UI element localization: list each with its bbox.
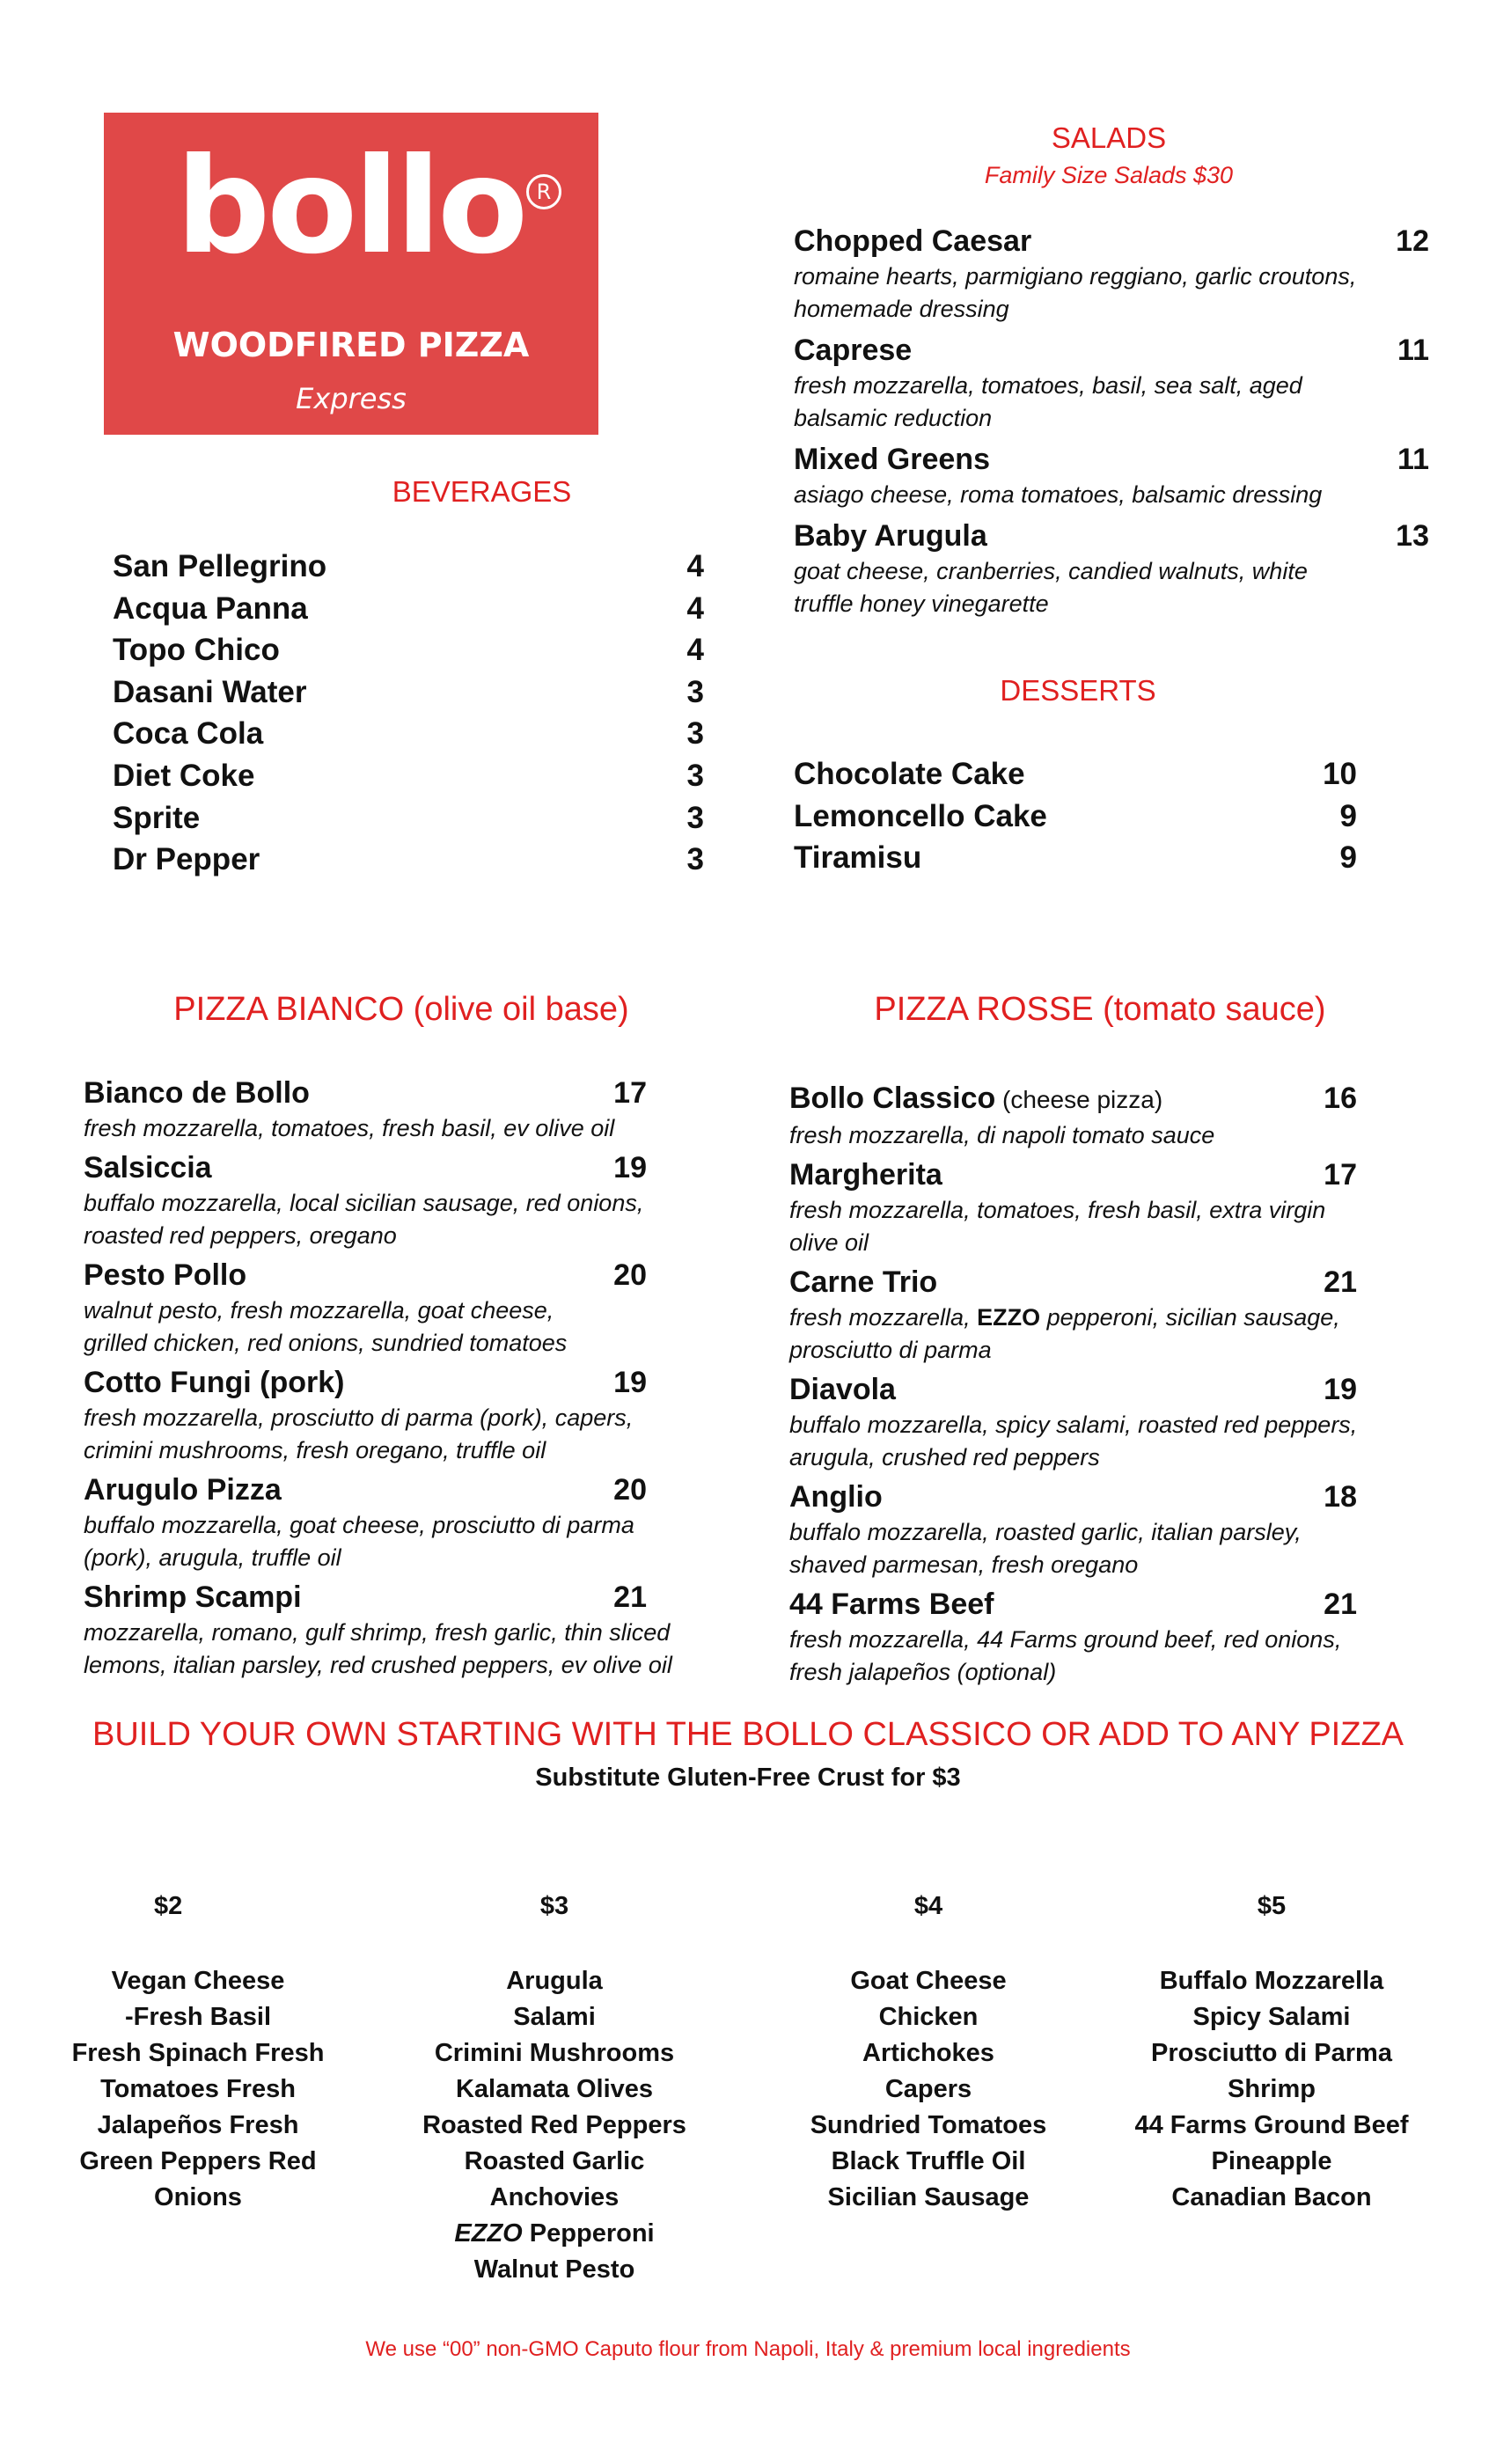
item-name: Mixed Greens	[794, 443, 990, 476]
item-description: buffalo mozzarella, local sicilian sausage, red onions, roasted red peppers, oregano	[84, 1190, 644, 1249]
list-item	[113, 713, 704, 755]
topping-item: Roasted Garlic	[464, 2147, 645, 2175]
list-item	[794, 837, 1357, 879]
description-text: fresh mozzarella,	[789, 1304, 978, 1331]
item-price: 3	[686, 716, 704, 752]
topping-item: -Fresh Basil	[125, 2003, 271, 2031]
description-text: pepperoni, sicilian sausage, prosciutto di parma	[789, 1304, 1340, 1363]
item-price: 19	[613, 1366, 647, 1399]
topping-item: Walnut Pesto	[473, 2255, 635, 2284]
pizza-rosse-list	[789, 1079, 1357, 1692]
item-price: 21	[613, 1580, 647, 1614]
tier-price: $2	[154, 1892, 183, 1920]
item-price: 19	[613, 1151, 647, 1184]
gluten-free-note: Substitute Gluten-Free Crust for $3	[535, 1764, 961, 1792]
item-price: 10	[1323, 757, 1357, 791]
list-item	[794, 517, 1429, 620]
footer-note: We use “00” non-GMO Caputo flour from Napoli, Italy & premium local ingredients	[365, 2337, 1131, 2361]
item-name: Chocolate Cake	[794, 757, 1025, 791]
topping-item: Fresh Spinach Fresh	[71, 2039, 325, 2067]
topping-tier-3	[409, 1892, 700, 2288]
topping-item: Onions	[154, 2183, 242, 2211]
list-item	[789, 1370, 1357, 1474]
topping-item: Sundried Tomatoes	[810, 2111, 1047, 2139]
list-item	[84, 1074, 700, 1145]
list-item	[794, 331, 1429, 435]
item-price: 3	[686, 842, 704, 877]
item-description: fresh mozzarella, tomatoes, fresh basil, extra virgin olive oil	[789, 1197, 1326, 1256]
item-price: 19	[1324, 1373, 1357, 1406]
topping-item: 44 Farms Ground Beef	[1134, 2111, 1409, 2139]
list-item	[789, 1079, 1357, 1152]
item-name: Salsiccia	[84, 1151, 212, 1184]
topping-text: Pepperoni	[522, 2219, 655, 2248]
topping-item: Kalamata Olives	[455, 2075, 654, 2103]
list-item	[789, 1478, 1357, 1581]
topping-item: Anchovies	[489, 2183, 620, 2211]
list-item	[84, 1148, 700, 1252]
list-item	[113, 546, 704, 588]
logo-tagline: WOODFIRED PIZZA	[172, 326, 530, 364]
item-price: 11	[1397, 443, 1429, 476]
item-name: Diet Coke	[113, 758, 255, 793]
pizza-bianco-list	[84, 1074, 700, 1685]
topping-item: Tomatoes Fresh	[100, 2075, 296, 2103]
topping-item: Black Truffle Oil	[831, 2147, 1026, 2175]
item-price: 13	[1396, 519, 1429, 553]
item-name: Anglio	[789, 1480, 883, 1514]
item-name: 44 Farms Beef	[789, 1588, 994, 1621]
item-price: 3	[686, 674, 704, 709]
item-description: fresh mozzarella, 44 Farms ground beef, red onions, fresh jalapeños (optional)	[789, 1626, 1342, 1685]
list-item	[789, 1585, 1357, 1689]
item-price: 3	[686, 800, 704, 835]
ezzo-brand: EZZO	[454, 2219, 523, 2248]
item-price: 11	[1397, 334, 1429, 367]
list-item	[794, 440, 1429, 511]
item-price: 20	[613, 1473, 647, 1507]
topping-item: Capers	[884, 2075, 972, 2103]
item-price: 21	[1324, 1265, 1357, 1299]
salads-subtitle: Family Size Salads $30	[984, 162, 1234, 188]
beverages-title: BEVERAGES	[392, 475, 572, 508]
item-name: Coca Cola	[113, 716, 264, 752]
list-item	[113, 797, 704, 840]
topping-tier-5	[1126, 1892, 1417, 2216]
topping-item: Spicy Salami	[1192, 2003, 1351, 2031]
topping-item: Goat Cheese	[850, 1967, 1007, 1995]
topping-item: Jalapeños Fresh	[97, 2111, 299, 2139]
topping-item: Canadian Bacon	[1171, 2183, 1372, 2211]
item-price: 17	[1324, 1158, 1357, 1192]
item-name: Baby Arugula	[794, 519, 987, 553]
item-name: Dasani Water	[113, 674, 307, 709]
item-price: 9	[1339, 798, 1357, 833]
item-price: 12	[1396, 224, 1429, 258]
topping-tier-4	[792, 1892, 1065, 2216]
list-item	[84, 1470, 700, 1574]
list-item	[794, 796, 1357, 838]
item-name: Caprese	[794, 334, 913, 367]
item-name: Bollo Classico	[789, 1082, 996, 1115]
item-price: 16	[1324, 1082, 1357, 1115]
topping-item: Roasted Red Peppers	[422, 2111, 686, 2139]
beverages-list	[113, 546, 704, 881]
item-name: Acqua Panna	[113, 590, 308, 626]
list-item	[84, 1363, 700, 1467]
item-description	[789, 1302, 1370, 1367]
salads-list	[794, 222, 1429, 626]
pizza-rosse-title: PIZZA ROSSE (tomato sauce)	[874, 991, 1326, 1028]
pizza-bianco-title: PIZZA BIANCO (olive oil base)	[173, 991, 629, 1028]
item-description: buffalo mozzarella, roasted garlic, italian parsley, shaved parmesan, fresh oregano	[789, 1519, 1302, 1578]
item-name: Diavola	[789, 1373, 896, 1406]
item-price: 9	[1339, 840, 1357, 876]
item-description: fresh mozzarella, di napoli tomato sauce	[789, 1122, 1215, 1148]
build-your-own-title: BUILD YOUR OWN STARTING WITH THE BOLLO CLASSICO OR ADD TO ANY PIZZA	[92, 1716, 1404, 1753]
bollo-logo	[104, 113, 598, 435]
item-price: 17	[613, 1076, 647, 1110]
list-item	[113, 629, 704, 671]
registered-mark-icon: R	[526, 174, 561, 209]
item-name: Dr Pepper	[113, 842, 260, 877]
list-item	[113, 755, 704, 797]
item-price: 4	[686, 549, 704, 583]
list-item	[113, 588, 704, 630]
item-name: Lemoncello Cake	[794, 798, 1047, 833]
tier-price: $5	[1257, 1892, 1287, 1920]
item-name: Margherita	[789, 1158, 942, 1192]
topping-item: Prosciutto di Parma	[1151, 2039, 1392, 2067]
item-price: 4	[686, 633, 704, 668]
item-name: Chopped Caesar	[794, 224, 1032, 258]
item-description: buffalo mozzarella, spicy salami, roasted red peppers, arugula, crushed red peppers	[789, 1412, 1358, 1470]
topping-item: Salami	[513, 2003, 596, 2031]
item-price: 4	[686, 590, 704, 626]
item-price: 3	[686, 758, 704, 793]
topping-item: Green Peppers Red	[79, 2147, 317, 2175]
topping-item: Pineapple	[1211, 2147, 1332, 2175]
item-name: Bianco de Bollo	[84, 1076, 310, 1110]
list-item	[794, 222, 1429, 326]
topping-tier-2	[66, 1892, 330, 2216]
topping-item: Chicken	[878, 2003, 979, 2031]
ezzo-brand: EZZO	[977, 1304, 1041, 1331]
item-name: Sprite	[113, 800, 201, 835]
item-note: (cheese pizza)	[995, 1086, 1163, 1113]
topping-item: Crimini Mushrooms	[434, 2039, 675, 2067]
item-description: fresh mozzarella, tomatoes, basil, sea salt, aged balsamic reduction	[794, 372, 1302, 431]
item-price: 18	[1324, 1480, 1357, 1514]
list-item	[113, 839, 704, 881]
item-description: goat cheese, cranberries, candied walnuts, white truffle honey vinegarette	[794, 558, 1308, 617]
list-item	[789, 1263, 1357, 1367]
item-name: San Pellegrino	[113, 549, 327, 583]
item-description: fresh mozzarella, prosciutto di parma (pork), capers, crimini mushrooms, fresh oregano, truffle oil	[84, 1404, 634, 1463]
item-name: Pesto Pollo	[84, 1258, 247, 1292]
item-description: walnut pesto, fresh mozzarella, goat cheese, grilled chicken, red onions, sundried tomatoes	[84, 1297, 568, 1356]
item-description: mozzarella, romano, gulf shrimp, fresh garlic, thin sliced lemons, italian parsley, red crushed peppers, ev olive oil	[84, 1619, 672, 1678]
topping-item: Vegan Cheese	[111, 1967, 285, 1995]
item-name: Cotto Fungi (pork)	[84, 1366, 345, 1399]
tier-price: $3	[539, 1892, 569, 1920]
item-name: Arugulo Pizza	[84, 1473, 282, 1507]
item-name: Topo Chico	[113, 633, 280, 668]
list-item	[113, 671, 704, 714]
logo-subtitle: Express	[296, 382, 407, 415]
topping-item: Buffalo Mozzarella	[1159, 1967, 1384, 1995]
item-price: 20	[613, 1258, 647, 1292]
topping-item: Shrimp	[1228, 2075, 1316, 2103]
desserts-title: DESSERTS	[1000, 674, 1156, 707]
list-item	[789, 1155, 1357, 1259]
desserts-list	[794, 753, 1357, 879]
item-name: Carne Trio	[789, 1265, 938, 1299]
topping-item: Sicilian Sausage	[827, 2183, 1030, 2211]
item-description: fresh mozzarella, tomatoes, fresh basil, ev olive oil	[84, 1115, 615, 1141]
item-description: asiago cheese, roma tomatoes, balsamic dressing	[794, 481, 1323, 508]
logo-wordmark: bollo	[175, 130, 525, 283]
topping-item: Artichokes	[862, 2039, 994, 2067]
list-item	[794, 753, 1357, 796]
tier-price: $4	[913, 1892, 943, 1920]
item-name: Shrimp Scampi	[84, 1580, 302, 1614]
topping-item: Arugula	[506, 1967, 603, 1995]
list-item	[84, 1256, 700, 1360]
item-description: buffalo mozzarella, goat cheese, prosciutto di parma (pork), arugula, truffle oil	[84, 1512, 634, 1571]
item-name: Tiramisu	[794, 840, 922, 876]
item-price: 21	[1324, 1588, 1357, 1621]
list-item	[84, 1578, 700, 1682]
topping-item	[409, 2216, 700, 2252]
salads-title: SALADS	[1051, 121, 1167, 154]
item-description: romaine hearts, parmigiano reggiano, garlic croutons, homemade dressing	[794, 263, 1357, 322]
